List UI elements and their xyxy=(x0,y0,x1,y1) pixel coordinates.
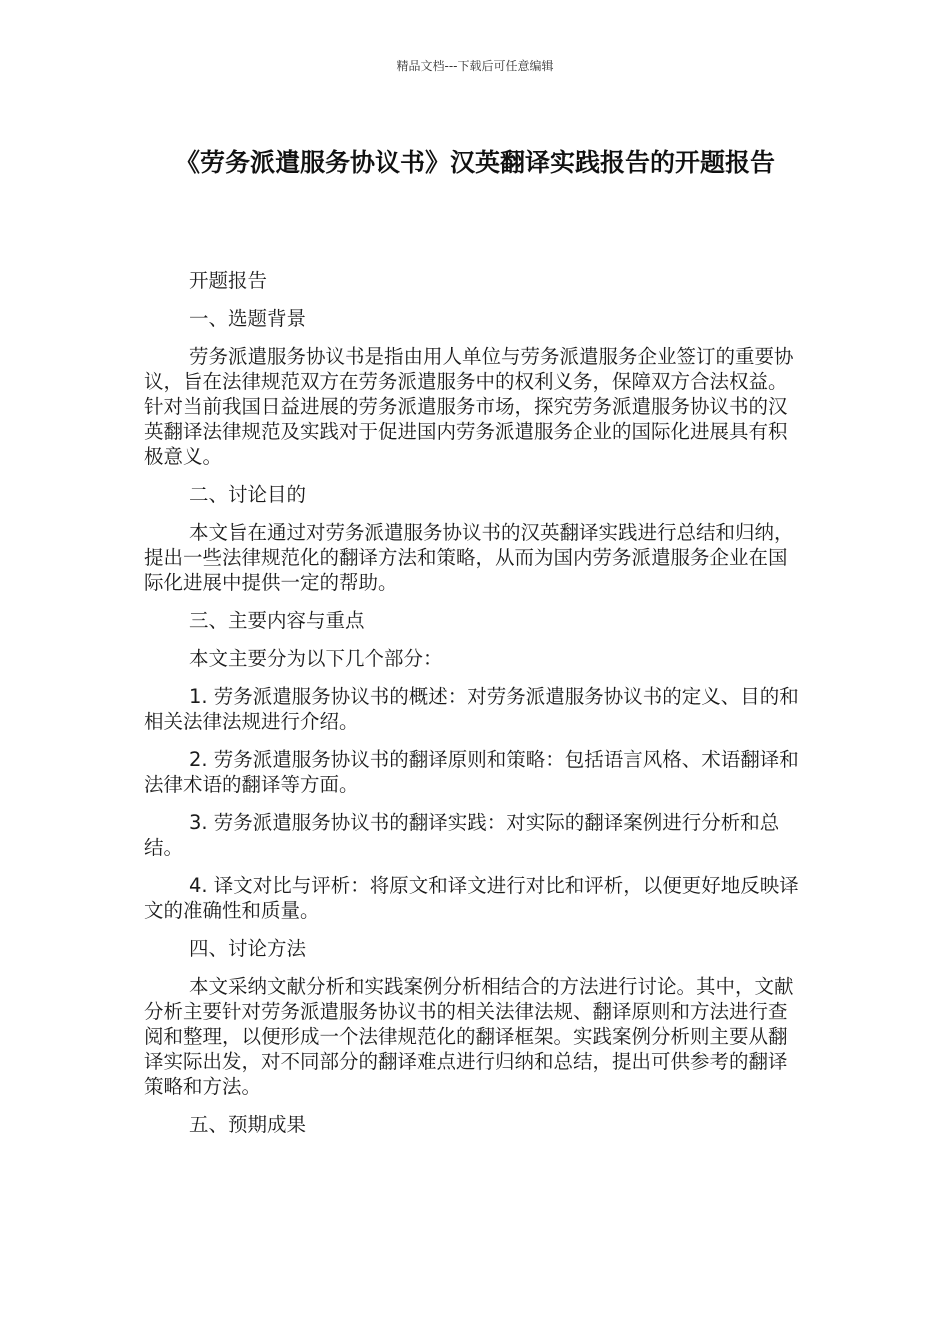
document-title: 《劳务派遣服务协议书》汉英翻译实践报告的开题报告 xyxy=(174,148,775,177)
paragraph-method: 本文采纳文献分析和实践案例分析相结合的方法进行讨论。其中，文献分析主要针对劳务派遣服务协议书的相关法律法规、翻译原则和方法进行查阅和整理，以便形成一个法律规范化的翻译框架。实践案例分析则主要从翻译实际出发，对不同部分的翻译难点进行归纳和总结，提出可供参考的翻译策略和方法。 xyxy=(144,975,794,1098)
paragraph-purpose: 本文旨在通过对劳务派遣服务协议书的汉英翻译实践进行总结和归纳，提出一些法律规范化的翻译方法和策略，从而为国内劳务派遣服务企业在国际化进展中提供一定的帮助。 xyxy=(144,521,794,594)
section-heading-method: 四、讨论方法 xyxy=(189,937,307,960)
document-body xyxy=(144,268,800,1150)
section-heading-background: 一、选题背景 xyxy=(189,307,307,330)
paragraph-background: 劳务派遣服务协议书是指由用人单位与劳务派遣服务企业签订的重要协议，旨在法律规范双方在劳务派遣服务中的权利义务，保障双方合法权益。针对当前我国日益进展的劳务派遣服务市场，探究劳务派遣服务协议书的汉英翻译法律规范及实践对于促进国内劳务派遣服务企业的国际化进展具有积极意义。 xyxy=(144,345,794,468)
report-label: 开题报告 xyxy=(189,269,268,292)
section-heading-content: 三、主要内容与重点 xyxy=(189,609,365,632)
list-item: 1. 劳务派遣服务协议书的概述：对劳务派遣服务协议书的定义、目的和相关法律法规进行介绍。 xyxy=(144,685,799,733)
header-note: 精品文档---下载后可任意编辑 xyxy=(396,59,554,73)
paragraph-content-intro: 本文主要分为以下几个部分： xyxy=(189,647,443,670)
list-item: 4. 译文对比与评析：将原文和译文进行对比和评析，以便更好地反映译文的准确性和质量。 xyxy=(144,874,799,922)
list-item: 3. 劳务派遣服务协议书的翻译实践：对实际的翻译案例进行分析和总结。 xyxy=(144,811,780,859)
section-heading-results: 五、预期成果 xyxy=(189,1113,307,1136)
list-item: 2. 劳务派遣服务协议书的翻译原则和策略：包括语言风格、术语翻译和法律术语的翻译等方面。 xyxy=(144,748,799,796)
section-heading-purpose: 二、讨论目的 xyxy=(189,483,307,506)
